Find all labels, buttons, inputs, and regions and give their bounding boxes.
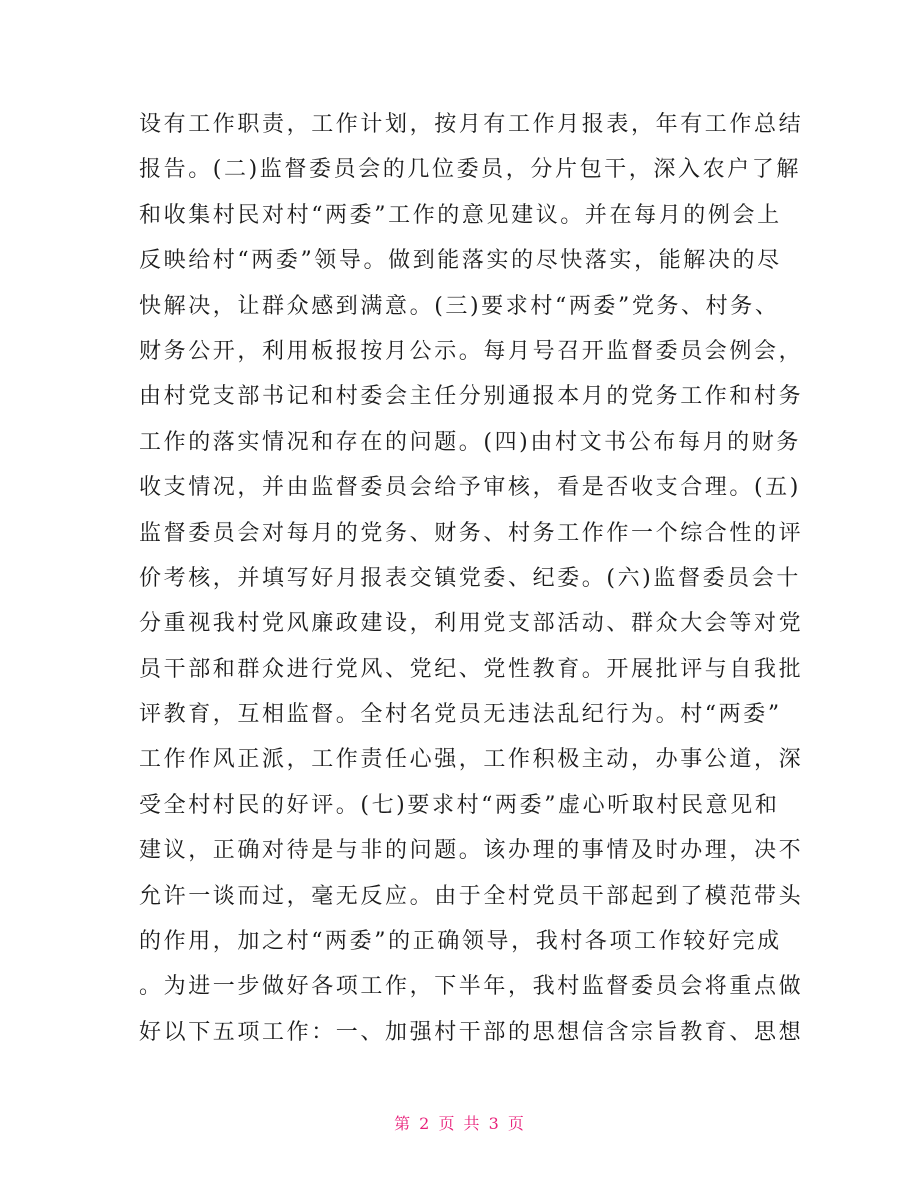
text-line-10: 监督委员会对每月的党务、财务、村务工作作一个综合性的评: [139, 520, 804, 546]
text-line-17: 建议，正确对待是与非的问题。该办理的事情及时办理，决不: [139, 838, 804, 864]
text-line-3: 和收集村民对村“两委”工作的意见建议。并在每月的例会上: [139, 202, 782, 228]
text-line-18: 允许一谈而过，毫无反应。由于全村党员干部起到了模范带头: [139, 883, 804, 909]
text-line-8: 工作的落实情况和存在的问题。(四)由村文书公布每月的财务: [139, 429, 801, 455]
text-line-20: 。为进一步做好各项工作，下半年，我村监督委员会将重点做: [139, 974, 804, 1000]
text-line-11: 价考核，并填写好月报表交镇党委、纪委。(六)监督委员会十: [139, 565, 801, 591]
text-line-4: 反映给村“两委”领导。做到能落实的尽快落实，能解决的尽: [139, 248, 782, 274]
text-line-7: 由村党支部书记和村委会主任分别通报本月的党务工作和村务: [139, 384, 804, 410]
text-line-14: 评教育，互相监督。全村名党员无违法乱纪行为。村“两委”: [139, 702, 782, 728]
text-line-5: 快解决，让群众感到满意。(三)要求村“两委”党务、村务、: [139, 293, 780, 319]
text-line-9: 收支情况，并由监督委员会给予审核，看是否收支合理。(五): [139, 475, 801, 501]
text-line-21: 好以下五项工作：一、加强村干部的思想信含宗旨教育、思想: [139, 1019, 804, 1045]
text-line-2: 报告。(二)监督委员会的几位委员，分片包干，深入农户了解: [139, 157, 801, 183]
body-text: [139, 102, 804, 1055]
text-line-1: 设有工作职责，工作计划，按月有工作月报表，年有工作总结: [139, 112, 804, 137]
text-line-19: 的作用，加之村“两委”的正确领导，我村各项工作较好完成: [139, 929, 782, 955]
text-line-6: 财务公开，利用板报按月公示。每月号召开监督委员会例会，: [139, 338, 804, 364]
text-line-15: 工作作风正派，工作责任心强，工作积极主动，办事公道，深: [139, 747, 804, 773]
text-line-13: 员干部和群众进行党风、党纪、党性教育。开展批评与自我批: [139, 656, 804, 682]
page-number-footer: 第 2 页 共 3 页: [394, 1114, 526, 1133]
text-line-16: 受全村村民的好评。(七)要求村“两委”虚心听取村民意见和: [139, 792, 780, 818]
text-line-12: 分重视我村党风廉政建设，利用党支部活动、群众大会等对党: [139, 611, 804, 637]
